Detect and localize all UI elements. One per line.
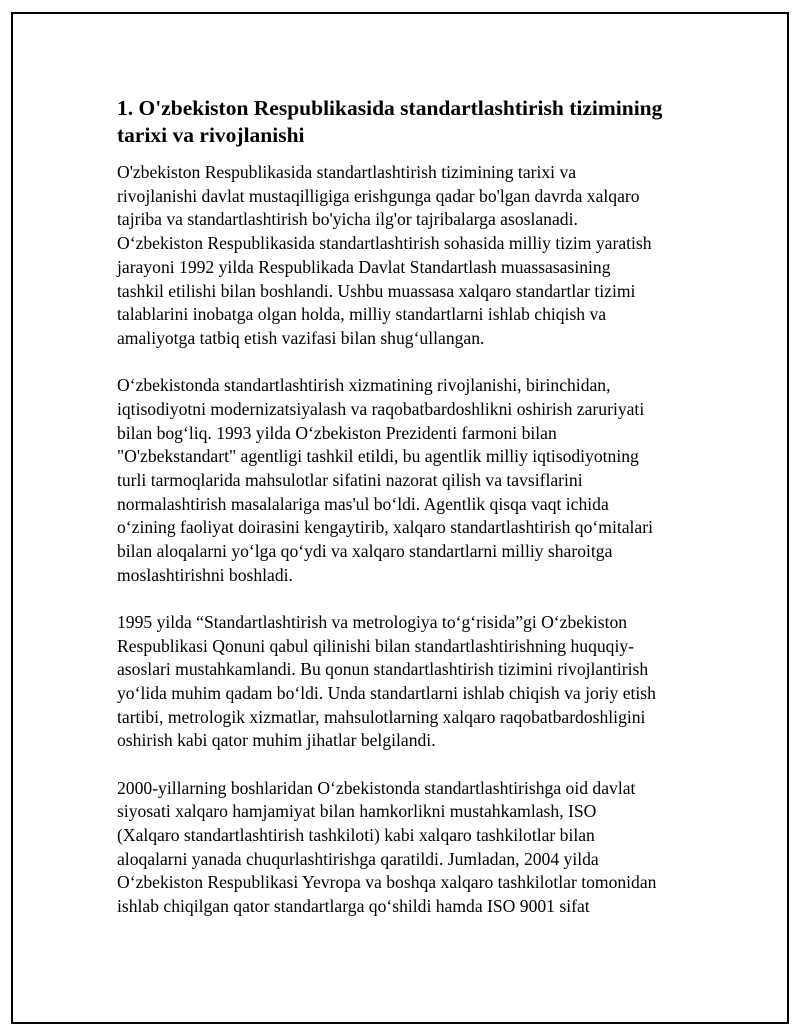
text-line: o‘zining faoliyat doirasini kengaytirib, xalqaro standartlashtirish qo‘mitalari — [117, 517, 653, 538]
text-line: iqtisodiyotni modernizatsiyalash va raqobatbardoshlikni oshirish zaruriyati — [117, 398, 645, 419]
heading-line: tarixi va rivojlanishi — [117, 123, 305, 147]
text-line: tashkil etilishi bilan boshlandi. Ushbu muassasa xalqaro standartlar tizimi — [117, 280, 636, 301]
text-line: "O'zbekstandart" agentligi tashkil etildi, bu agentlik milliy iqtisodiyotning — [117, 446, 639, 467]
paragraph-1 — [117, 161, 707, 351]
text-line: rivojlanishi davlat mustaqilligiga erishgunga qadar bo'lgan davrda xalqaro — [117, 185, 640, 206]
text-line: normalashtirish masalalariga mas'ul bo‘ldi. Agentlik qisqa vaqt ichida — [117, 493, 609, 514]
document-body — [117, 94, 707, 942]
text-line: O‘zbekistonda standartlashtirish xizmatining rivojlanishi, birinchidan, — [117, 375, 611, 396]
text-line: amaliyotga tatbiq etish vazifasi bilan shug‘ullangan. — [117, 327, 485, 348]
text-line: yo‘lida muhim qadam bo‘ldi. Unda standartlarni ishlab chiqish va joriy etish — [117, 683, 656, 704]
text-line: Respublikasi Qonuni qabul qilinishi bilan standartlashtirishning huquqiy- — [117, 635, 635, 656]
text-line: talablarini inobatga olgan holda, milliy standartlarni ishlab chiqish va — [117, 304, 607, 325]
text-line: O‘zbekiston Respublikasi Yevropa va boshqa xalqaro tashkilotlar tomonidan — [117, 872, 657, 893]
text-line: O'zbekiston Respublikasida standartlashtirish tizimining tarixi va — [117, 162, 577, 182]
heading-line: 1. O'zbekiston Respublikasida standartlashtirish tizimining — [117, 96, 663, 120]
text-line: turli tarmoqlarida mahsulotlar sifatini nazorat qilish va tavsiflarini — [117, 469, 583, 490]
text-line: tajriba va standartlashtirish bo'yicha ilg'or tajribalarga asoslanadi. — [117, 209, 578, 230]
text-line: 1995 yilda “Standartlashtirish va metrologiya to‘g‘risida”gi O‘zbekiston — [117, 611, 628, 632]
text-line: jarayoni 1992 yilda Respublikada Davlat Standartlash muassasasining — [117, 256, 611, 277]
text-line: ishlab chiqilgan qator standartlarga qo‘shildi hamda ISO 9001 sifat — [117, 896, 590, 917]
text-line: aloqalarni yanada chuqurlashtirishga qaratildi. Jumladan, 2004 yilda — [117, 848, 599, 869]
paragraph-4 — [117, 777, 707, 919]
paragraph-3 — [117, 611, 707, 753]
text-line: (Xalqaro standartlashtirish tashkiloti) kabi xalqaro tashkilotlar bilan — [117, 825, 595, 846]
page-frame — [11, 12, 789, 1024]
text-line: O‘zbekiston Respublikasida standartlashtirish sohasida milliy tizim yaratish — [117, 233, 652, 254]
text-line: siyosati xalqaro hamjamiyat bilan hamkorlikni mustahkamlash, ISO — [117, 801, 597, 822]
text-line: moslashtirishni boshladi. — [117, 564, 293, 585]
text-line: asoslari mustahkamlandi. Bu qonun standartlashtirish tizimini rivojlantirish — [117, 659, 649, 680]
text-line: bilan aloqalarni yo‘lga qo‘ydi va xalqaro standartlarni milliy sharoitga — [117, 541, 613, 562]
text-line: 2000-yillarning boshlaridan O‘zbekistonda standartlashtirishga oid davlat — [117, 777, 636, 798]
section-heading — [117, 94, 707, 149]
text-line: oshirish kabi qator muhim jihatlar belgilandi. — [117, 730, 436, 751]
paragraph-2 — [117, 374, 707, 587]
text-line: tartibi, metrologik xizmatlar, mahsulotlarning xalqaro raqobatbardoshligini — [117, 706, 646, 727]
text-line: bilan bog‘liq. 1993 yilda O‘zbekiston Prezidenti farmoni bilan — [117, 422, 557, 443]
